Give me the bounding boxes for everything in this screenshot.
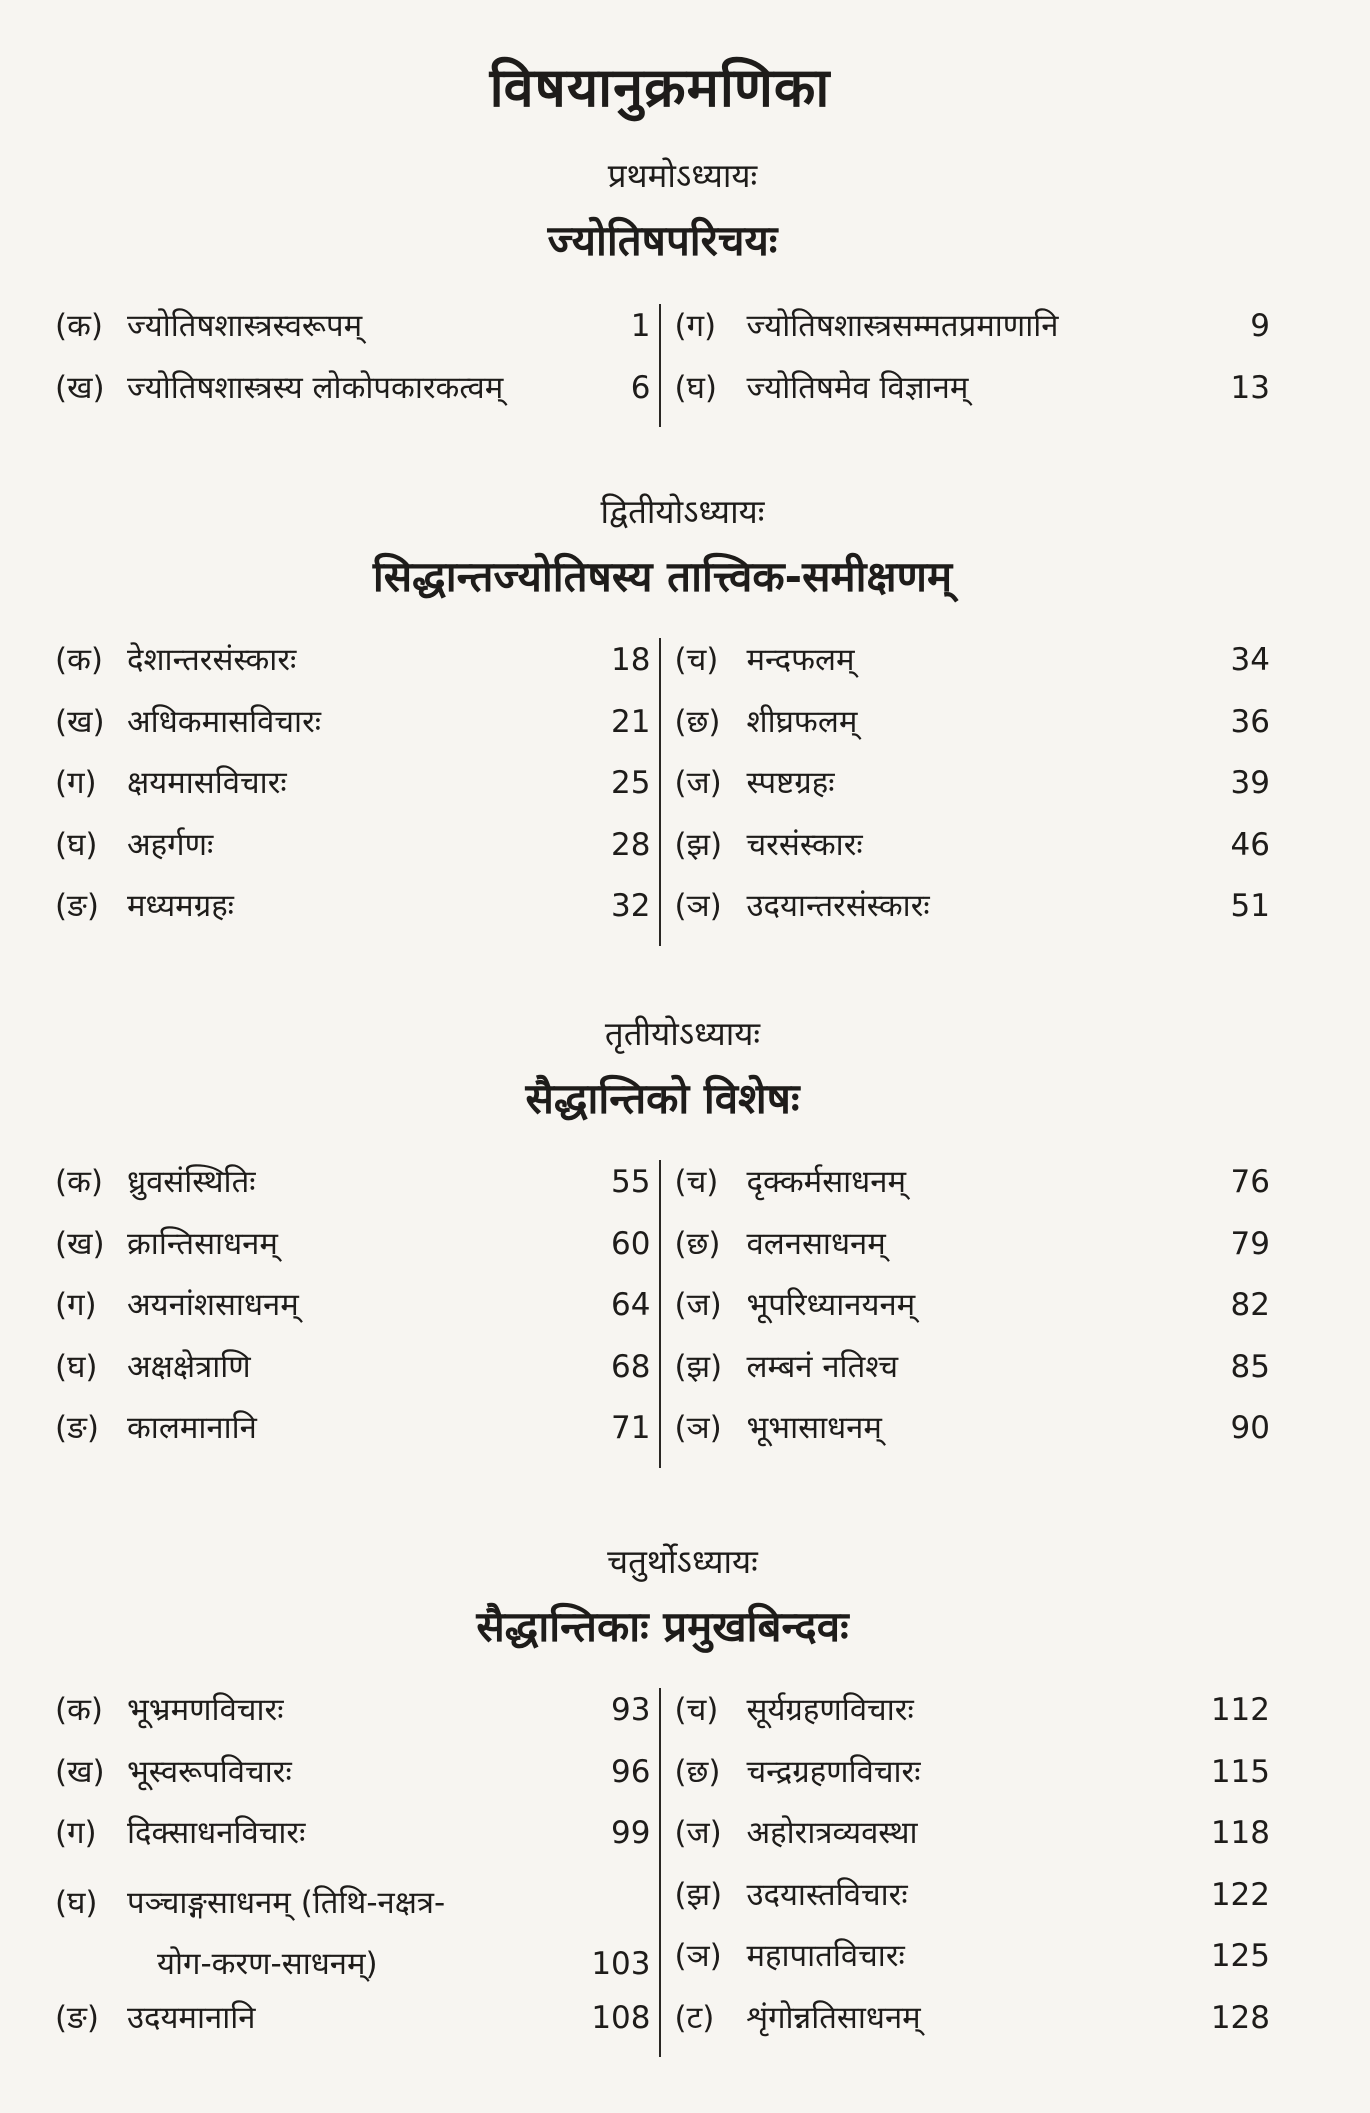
entry-page: 60	[611, 1225, 651, 1262]
entry-letter: (घ)	[55, 1884, 98, 1921]
entry-name: महापातविचारः	[746, 1938, 905, 1974]
entry-name: अहोरात्रव्यवस्था	[746, 1815, 918, 1851]
entry-letter: (ख)	[55, 1225, 105, 1262]
entry-letter: (ज)	[674, 765, 722, 801]
toc-entry	[675, 1688, 1271, 1750]
entry-letter: (झ)	[674, 1876, 723, 1913]
entry-letter: (झ)	[674, 1348, 723, 1385]
entry-page: 46	[1230, 826, 1270, 863]
entry-page: 51	[1230, 888, 1270, 924]
toc-table	[55, 638, 1270, 946]
entry-page: 34	[1230, 642, 1270, 678]
entry-name: अधिकमासविचारः	[127, 703, 322, 740]
chapter-1	[55, 152, 1270, 427]
entry-page: 25	[611, 765, 651, 801]
chapter-title: सैद्धान्तिको विशेषः	[525, 1074, 800, 1123]
toc-entry	[675, 1283, 1271, 1345]
entry-letter: (ग)	[674, 308, 717, 344]
entry-page: 55	[611, 1164, 651, 1200]
toc-entry	[675, 1345, 1271, 1407]
toc-entry	[675, 1934, 1271, 1996]
entry-letter: (घ)	[55, 1348, 98, 1385]
entry-page: 99	[611, 1815, 651, 1851]
toc-column-left	[55, 1160, 661, 1468]
entry-name: ज्योतिषशास्त्रस्य लोकोपकारकत्वम्	[127, 369, 504, 406]
entry-page: 18	[611, 642, 651, 678]
entry-name: भूभासाधनम्	[746, 1410, 882, 1446]
entry-name-line-2: योग-करण-साधनम्)	[157, 1946, 378, 1982]
chapter-3	[55, 1010, 1270, 1468]
toc-column-left	[55, 304, 661, 427]
toc-entry	[55, 1996, 651, 2058]
entry-letter: (ट)	[674, 1999, 715, 2036]
entry-name: ज्योतिषमेव विज्ञानम्	[746, 369, 969, 406]
entry-name: उदयान्तरसंस्कारः	[746, 888, 930, 924]
entry-name: भूभ्रमणविचारः	[127, 1692, 284, 1728]
entry-page: 32	[611, 888, 651, 924]
entry-letter: (घ)	[55, 826, 98, 863]
entry-letter: (ञ)	[674, 888, 722, 924]
entry-page: 28	[611, 826, 651, 863]
entry-name: अहर्गणः	[127, 826, 214, 863]
toc-entry	[675, 366, 1271, 428]
entry-letter: (ख)	[55, 369, 105, 406]
entry-letter: (ख)	[55, 703, 105, 740]
entry-letter: (क)	[55, 1164, 103, 1200]
entry-name: सूर्यग्रहणविचारः	[746, 1692, 914, 1728]
toc-entry	[55, 366, 651, 428]
entry-letter: (झ)	[674, 826, 723, 863]
entry-letter: (छ)	[674, 1225, 721, 1262]
toc-entry	[675, 1873, 1271, 1935]
toc-entry	[55, 1283, 651, 1345]
entry-letter: (ज)	[674, 1815, 722, 1851]
chapter-label: द्वितीयोऽध्यायः	[600, 492, 765, 531]
toc-entry	[675, 304, 1271, 366]
toc-column-right	[661, 638, 1271, 946]
entry-letter: (क)	[55, 642, 103, 678]
toc-entry	[675, 761, 1271, 823]
toc-column-right	[661, 1688, 1271, 2057]
entry-letter: (च)	[674, 1692, 719, 1728]
entry-page: 85	[1230, 1348, 1270, 1385]
toc-entry	[55, 884, 651, 946]
entry-name: शृंगोन्नतिसाधनम्	[746, 1999, 921, 2036]
entry-page: 13	[1230, 369, 1270, 406]
chapter-label: चतुर्थोऽध्यायः	[607, 1542, 758, 1581]
toc-entry	[55, 1345, 651, 1407]
toc-column-right	[661, 1160, 1271, 1468]
entry-name: उदयास्तविचारः	[746, 1876, 908, 1913]
toc-entry	[675, 638, 1271, 700]
entry-name-line-1: पञ्चाङ्गसाधनम् (तिथि-नक्षत्र-	[127, 1884, 446, 1921]
toc-entry	[55, 1160, 651, 1222]
entry-name: देशान्तरसंस्कारः	[127, 642, 297, 678]
toc-table	[55, 1688, 1270, 2057]
toc-entry	[55, 761, 651, 823]
toc-entry	[675, 823, 1271, 885]
entry-page: 79	[1230, 1225, 1270, 1262]
toc-entry	[675, 1160, 1271, 1222]
chapter-label: प्रथमोऽध्यायः	[607, 156, 758, 195]
entry-page: 64	[611, 1287, 651, 1323]
toc-entry	[675, 1996, 1271, 2058]
entry-letter: (ग)	[55, 765, 97, 801]
toc-table	[55, 1160, 1270, 1468]
entry-name: ध्रुवसंस्थितिः	[127, 1164, 256, 1200]
toc-entry	[55, 1688, 651, 1750]
entry-page: 112	[1210, 1692, 1270, 1728]
toc-entry	[55, 700, 651, 762]
toc-entry	[675, 700, 1271, 762]
toc-entry	[55, 1873, 651, 1996]
entry-name: चन्द्रग्रहणविचारः	[746, 1753, 921, 1790]
entry-name: अयनांशसाधनम्	[127, 1287, 299, 1323]
entry-name: भूस्वरूपविचारः	[127, 1753, 292, 1790]
toc-column-left	[55, 638, 661, 946]
entry-page: 115	[1210, 1753, 1270, 1790]
toc-entry	[55, 1811, 651, 1873]
toc-table	[55, 304, 1270, 427]
toc-entry	[55, 823, 651, 885]
entry-letter: (ङ)	[55, 1410, 99, 1446]
entry-page: 82	[1230, 1287, 1270, 1323]
entry-letter: (छ)	[674, 1753, 721, 1790]
toc-entry	[675, 1750, 1271, 1812]
entry-letter: (ञ)	[674, 1938, 722, 1974]
entry-page: 90	[1230, 1410, 1270, 1446]
entry-page: 36	[1230, 703, 1270, 740]
entry-name: चरसंस्कारः	[746, 826, 863, 863]
entry-name: दृक्कर्मसाधनम्	[746, 1164, 906, 1200]
entry-page: 76	[1230, 1164, 1270, 1200]
entry-page: 103	[591, 1946, 651, 1982]
toc-entry	[675, 1222, 1271, 1284]
entry-name: दिक्साधनविचारः	[127, 1815, 306, 1851]
entry-letter: (ङ)	[55, 1999, 99, 2036]
toc-entry	[675, 1406, 1271, 1468]
entry-name: मन्दफलम्	[746, 642, 855, 678]
chapter-label: तृतीयोऽध्यायः	[604, 1014, 761, 1053]
entry-page: 96	[611, 1753, 651, 1790]
entry-letter: (ज)	[674, 1287, 722, 1323]
entry-letter: (ग)	[55, 1287, 97, 1323]
toc-entry	[55, 1222, 651, 1284]
entry-name	[127, 1873, 571, 1996]
toc-column-left	[55, 1688, 661, 2057]
toc-entry	[55, 304, 651, 366]
entry-letter: (च)	[674, 1164, 719, 1200]
entry-page: 6	[630, 369, 651, 406]
toc-entry	[55, 638, 651, 700]
entry-page: 118	[1210, 1815, 1270, 1851]
entry-name: क्रान्तिसाधनम्	[127, 1225, 278, 1262]
chapter-title: सिद्धान्तज्योतिषस्य तात्त्विक-समीक्षणम्	[372, 552, 953, 601]
entry-letter: (क)	[55, 1692, 103, 1728]
entry-name: अक्षक्षेत्राणि	[127, 1348, 251, 1385]
entry-letter: (ख)	[55, 1753, 105, 1790]
entry-page: 39	[1230, 765, 1270, 801]
entry-letter: (क)	[55, 308, 103, 344]
chapter-title: सैद्धान्तिकाः प्रमुखबिन्दवः	[476, 1602, 849, 1651]
entry-page: 1	[630, 308, 651, 344]
entry-name: भूपरिध्यानयनम्	[746, 1287, 916, 1323]
entry-letter: (ग)	[55, 1815, 97, 1851]
entry-letter: (घ)	[674, 369, 718, 406]
toc-entry	[55, 1406, 651, 1468]
entry-page: 128	[1210, 1999, 1270, 2036]
entry-name: मध्यमग्रहः	[127, 888, 234, 924]
entry-letter: (ञ)	[674, 1410, 722, 1446]
chapter-title: ज्योतिषपरिचयः	[547, 216, 778, 265]
entry-page: 122	[1210, 1876, 1270, 1913]
entry-name: उदयमानानि	[127, 1999, 256, 2036]
entry-page: 68	[611, 1348, 651, 1385]
chapter-2	[55, 488, 1270, 946]
entry-name: लम्बनं नतिश्च	[746, 1348, 899, 1385]
entry-letter: (छ)	[674, 703, 721, 740]
toc-column-right	[661, 304, 1271, 427]
page-title: विषयानुक्रमणिका	[489, 56, 831, 119]
entry-page: 71	[611, 1410, 651, 1446]
entry-name: ज्योतिषशास्त्रसम्मतप्रमाणानि	[746, 308, 1059, 344]
entry-page: 9	[1250, 308, 1270, 344]
entry-name: कालमानानि	[127, 1410, 257, 1446]
entry-page: 21	[611, 703, 651, 740]
toc-entry	[675, 1811, 1271, 1873]
entry-name: क्षयमासविचारः	[127, 765, 287, 801]
toc-entry	[675, 884, 1271, 946]
entry-letter: (ङ)	[55, 888, 99, 924]
entry-name: स्पष्टग्रहः	[746, 765, 835, 801]
entry-letter: (च)	[674, 642, 719, 678]
entry-page: 93	[611, 1692, 651, 1728]
entry-name: वलनसाधनम्	[746, 1225, 886, 1262]
entry-page: 108	[591, 1999, 651, 2036]
chapter-4	[55, 1538, 1270, 2057]
entry-page: 125	[1210, 1938, 1270, 1974]
entry-name: ज्योतिषशास्त्रस्वरूपम्	[127, 308, 363, 344]
entry-name: शीघ्रफलम्	[746, 703, 858, 740]
toc-entry	[55, 1750, 651, 1812]
